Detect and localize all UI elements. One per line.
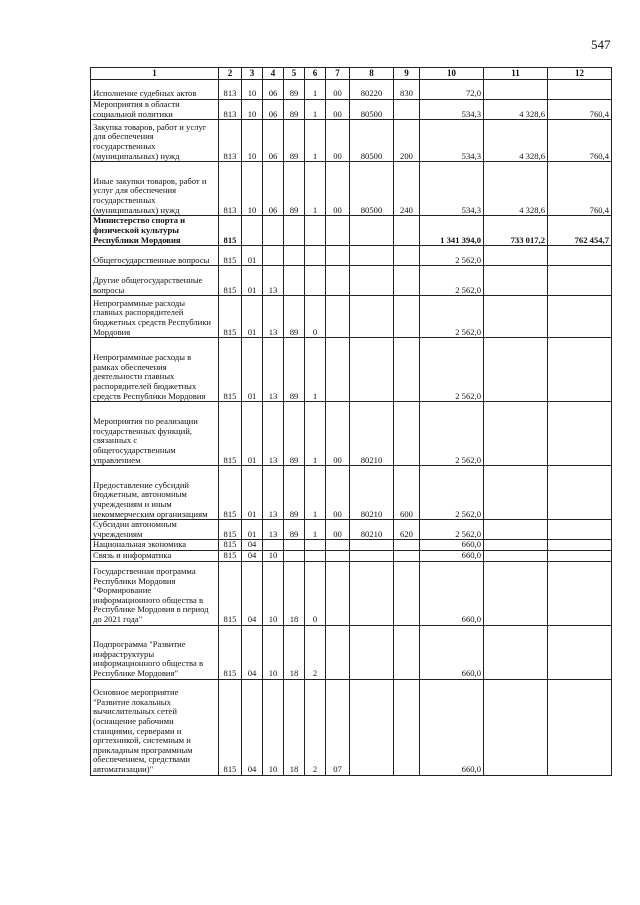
code-cell: 10 — [242, 162, 263, 216]
code-cell: 10 — [263, 550, 284, 561]
code-cell: 0 — [305, 296, 326, 338]
code-cell: 04 — [242, 625, 263, 679]
code-cell: 1 — [305, 120, 326, 162]
code-cell — [326, 561, 350, 625]
table-row — [91, 466, 612, 520]
code-cell: 815 — [219, 402, 242, 466]
code-cell: 813 — [219, 120, 242, 162]
row-label: Исполнение судебных актов — [91, 80, 219, 100]
code-cell: 815 — [219, 246, 242, 266]
code-cell: 1 — [305, 466, 326, 520]
amount-cell — [484, 540, 548, 551]
code-cell — [350, 679, 394, 775]
amount-cell: 534,3 — [420, 100, 484, 120]
row-label: Мероприятия в области социальной политики — [91, 100, 219, 120]
code-cell: 01 — [242, 246, 263, 266]
amount-cell: 2 562,0 — [420, 520, 484, 540]
row-label: Закупка товаров, работ и услуг для обеспечения государственных (муниципальных) нужд — [91, 120, 219, 162]
code-cell: 1 — [305, 338, 326, 402]
code-cell: 01 — [242, 402, 263, 466]
amount-cell: 2 562,0 — [420, 246, 484, 266]
col-header: 2 — [219, 68, 242, 80]
code-cell — [242, 216, 263, 246]
col-header: 10 — [420, 68, 484, 80]
col-header: 4 — [263, 68, 284, 80]
code-cell: 89 — [284, 120, 305, 162]
amount-cell — [484, 80, 548, 100]
code-cell: 01 — [242, 296, 263, 338]
table-row — [91, 162, 612, 216]
code-cell — [305, 266, 326, 296]
code-cell: 815 — [219, 561, 242, 625]
table-row — [91, 550, 612, 561]
code-cell: 89 — [284, 402, 305, 466]
amount-cell: 72,0 — [420, 80, 484, 100]
amount-cell — [548, 338, 612, 402]
code-cell: 10 — [242, 120, 263, 162]
amount-cell — [484, 625, 548, 679]
code-cell: 89 — [284, 338, 305, 402]
code-cell — [350, 550, 394, 561]
code-cell: 01 — [242, 520, 263, 540]
row-label: Предоставление субсидий бюджетным, автономным учреждениям и иным некоммерческим организациям — [91, 466, 219, 520]
table-row — [91, 120, 612, 162]
table-row — [91, 296, 612, 338]
code-cell — [326, 338, 350, 402]
code-cell: 1 — [305, 520, 326, 540]
row-label: Непрограммные расходы в рамках обеспечения деятельности главных распорядителей бюджетных средств Республики Мордовия — [91, 338, 219, 402]
code-cell: 04 — [242, 679, 263, 775]
code-cell — [263, 216, 284, 246]
code-cell: 00 — [326, 120, 350, 162]
amount-cell — [484, 402, 548, 466]
col-header: 5 — [284, 68, 305, 80]
amount-cell: 534,3 — [420, 120, 484, 162]
code-cell: 06 — [263, 120, 284, 162]
code-cell: 04 — [242, 561, 263, 625]
table-row — [91, 266, 612, 296]
code-cell: 813 — [219, 80, 242, 100]
table-row — [91, 561, 612, 625]
code-cell: 240 — [394, 162, 420, 216]
code-cell — [394, 625, 420, 679]
code-cell: 07 — [326, 679, 350, 775]
table-row — [91, 100, 612, 120]
code-cell: 18 — [284, 679, 305, 775]
col-header: 7 — [326, 68, 350, 80]
amount-cell — [484, 246, 548, 266]
table-row — [91, 246, 612, 266]
code-cell: 80220 — [350, 80, 394, 100]
amount-cell: 2 562,0 — [420, 466, 484, 520]
row-label: Министерство спорта и физической культуры Республики Мордовия — [91, 216, 219, 246]
amount-cell — [484, 466, 548, 520]
code-cell: 01 — [242, 266, 263, 296]
code-cell: 06 — [263, 80, 284, 100]
amount-cell: 660,0 — [420, 679, 484, 775]
table-row — [91, 80, 612, 100]
code-cell: 0 — [305, 561, 326, 625]
amount-cell: 2 562,0 — [420, 402, 484, 466]
code-cell — [263, 540, 284, 551]
amount-cell: 660,0 — [420, 625, 484, 679]
amount-cell: 660,0 — [420, 540, 484, 551]
code-cell: 815 — [219, 625, 242, 679]
amount-cell — [484, 561, 548, 625]
code-cell: 01 — [242, 338, 263, 402]
amount-cell — [548, 550, 612, 561]
code-cell: 200 — [394, 120, 420, 162]
row-label: Мероприятия по реализации государственных функций, связанных с общегосударственным управлением — [91, 402, 219, 466]
code-cell — [350, 266, 394, 296]
code-cell: 813 — [219, 100, 242, 120]
code-cell — [284, 540, 305, 551]
table-row — [91, 679, 612, 775]
amount-cell — [548, 402, 612, 466]
code-cell: 620 — [394, 520, 420, 540]
code-cell: 600 — [394, 466, 420, 520]
code-cell — [284, 216, 305, 246]
code-cell — [394, 402, 420, 466]
amount-cell — [548, 296, 612, 338]
code-cell: 00 — [326, 100, 350, 120]
code-cell: 815 — [219, 550, 242, 561]
row-label: Другие общегосударственные вопросы — [91, 266, 219, 296]
budget-table — [90, 67, 612, 776]
code-cell: 1 — [305, 100, 326, 120]
amount-cell: 2 562,0 — [420, 296, 484, 338]
code-cell — [326, 550, 350, 561]
code-cell: 2 — [305, 625, 326, 679]
amount-cell: 660,0 — [420, 561, 484, 625]
amount-cell: 1 341 394,0 — [420, 216, 484, 246]
code-cell: 80500 — [350, 100, 394, 120]
amount-cell — [548, 540, 612, 551]
code-cell: 815 — [219, 338, 242, 402]
code-cell: 1 — [305, 162, 326, 216]
code-cell — [263, 246, 284, 266]
code-cell: 06 — [263, 100, 284, 120]
row-label: Иные закупки товаров, работ и услуг для обеспечения государственных (муниципальных) нужд — [91, 162, 219, 216]
code-cell — [394, 216, 420, 246]
header-row — [91, 68, 612, 80]
code-cell: 10 — [263, 625, 284, 679]
code-cell — [394, 246, 420, 266]
code-cell — [394, 296, 420, 338]
code-cell — [394, 100, 420, 120]
amount-cell: 4 328,6 — [484, 162, 548, 216]
amount-cell — [548, 266, 612, 296]
code-cell — [350, 216, 394, 246]
code-cell — [326, 246, 350, 266]
code-cell — [326, 216, 350, 246]
code-cell — [394, 540, 420, 551]
amount-cell — [484, 679, 548, 775]
code-cell — [350, 625, 394, 679]
amount-cell — [548, 520, 612, 540]
col-header: 6 — [305, 68, 326, 80]
code-cell: 04 — [242, 550, 263, 561]
code-cell — [394, 338, 420, 402]
code-cell — [394, 266, 420, 296]
code-cell — [326, 266, 350, 296]
code-cell: 04 — [242, 540, 263, 551]
amount-cell — [548, 246, 612, 266]
code-cell: 815 — [219, 266, 242, 296]
code-cell: 89 — [284, 296, 305, 338]
code-cell: 00 — [326, 162, 350, 216]
amount-cell: 534,3 — [420, 162, 484, 216]
col-header: 8 — [350, 68, 394, 80]
amount-cell — [484, 296, 548, 338]
amount-cell: 660,0 — [420, 550, 484, 561]
code-cell — [326, 540, 350, 551]
code-cell: 89 — [284, 80, 305, 100]
code-cell — [326, 296, 350, 338]
code-cell: 18 — [284, 625, 305, 679]
row-label: Подпрограмма "Развитие инфраструктуры информационного общества в Республике Мордовия" — [91, 625, 219, 679]
code-cell: 80210 — [350, 520, 394, 540]
amount-cell: 4 328,6 — [484, 100, 548, 120]
code-cell: 1 — [305, 402, 326, 466]
code-cell: 815 — [219, 216, 242, 246]
code-cell: 00 — [326, 466, 350, 520]
row-label: Общегосударственные вопросы — [91, 246, 219, 266]
col-header: 9 — [394, 68, 420, 80]
row-label: Основное мероприятие "Развитие локальных вычислительных сетей (оснащение рабочими станциями, серверами и оргтехникой, системным и прикладным программным обеспечением, средствами автоматизации)" — [91, 679, 219, 775]
amount-cell — [548, 466, 612, 520]
code-cell: 815 — [219, 296, 242, 338]
amount-cell: 4 328,6 — [484, 120, 548, 162]
code-cell — [305, 550, 326, 561]
amount-cell — [484, 520, 548, 540]
code-cell: 13 — [263, 266, 284, 296]
code-cell: 10 — [263, 679, 284, 775]
row-label: Субсидии автономным учреждениям — [91, 520, 219, 540]
code-cell: 80210 — [350, 466, 394, 520]
table-row — [91, 216, 612, 246]
code-cell: 89 — [284, 162, 305, 216]
code-cell — [350, 296, 394, 338]
code-cell — [284, 550, 305, 561]
amount-cell: 760,4 — [548, 162, 612, 216]
row-label: Национальная экономика — [91, 540, 219, 551]
code-cell: 10 — [242, 80, 263, 100]
code-cell: 13 — [263, 520, 284, 540]
table-row — [91, 540, 612, 551]
code-cell — [305, 540, 326, 551]
code-cell: 00 — [326, 520, 350, 540]
code-cell — [305, 216, 326, 246]
code-cell: 10 — [263, 561, 284, 625]
col-header: 11 — [484, 68, 548, 80]
table-row — [91, 625, 612, 679]
code-cell — [350, 561, 394, 625]
code-cell: 80500 — [350, 120, 394, 162]
code-cell — [284, 246, 305, 266]
code-cell — [350, 338, 394, 402]
code-cell: 815 — [219, 540, 242, 551]
code-cell — [394, 561, 420, 625]
code-cell: 18 — [284, 561, 305, 625]
code-cell: 00 — [326, 402, 350, 466]
code-cell: 06 — [263, 162, 284, 216]
amount-cell — [484, 266, 548, 296]
amount-cell: 760,4 — [548, 100, 612, 120]
code-cell: 813 — [219, 162, 242, 216]
table-row — [91, 338, 612, 402]
code-cell — [394, 550, 420, 561]
code-cell: 815 — [219, 520, 242, 540]
page-number: 547 — [591, 37, 611, 52]
code-cell: 89 — [284, 520, 305, 540]
code-cell: 80210 — [350, 402, 394, 466]
row-label: Связь и информатика — [91, 550, 219, 561]
code-cell: 2 — [305, 679, 326, 775]
amount-cell: 760,4 — [548, 120, 612, 162]
amount-cell: 2 562,0 — [420, 338, 484, 402]
amount-cell — [548, 679, 612, 775]
code-cell — [394, 679, 420, 775]
code-cell: 13 — [263, 402, 284, 466]
code-cell: 00 — [326, 80, 350, 100]
row-label: Государственная программа Республики Мордовия "Формирование информационного общества в Республике Мордовия в период до 2021 года" — [91, 561, 219, 625]
code-cell: 13 — [263, 296, 284, 338]
code-cell: 13 — [263, 338, 284, 402]
code-cell — [326, 625, 350, 679]
code-cell — [350, 540, 394, 551]
code-cell: 01 — [242, 466, 263, 520]
code-cell — [284, 266, 305, 296]
col-header: 12 — [548, 68, 612, 80]
code-cell — [305, 246, 326, 266]
code-cell: 10 — [242, 100, 263, 120]
code-cell: 1 — [305, 80, 326, 100]
code-cell: 830 — [394, 80, 420, 100]
code-cell: 89 — [284, 100, 305, 120]
code-cell: 815 — [219, 466, 242, 520]
amount-cell: 762 454,7 — [548, 216, 612, 246]
table-row — [91, 520, 612, 540]
amount-cell: 733 017,2 — [484, 216, 548, 246]
code-cell: 815 — [219, 679, 242, 775]
code-cell: 89 — [284, 466, 305, 520]
code-cell: 80500 — [350, 162, 394, 216]
code-cell — [350, 246, 394, 266]
amount-cell — [484, 550, 548, 561]
amount-cell — [548, 625, 612, 679]
amount-cell: 2 562,0 — [420, 266, 484, 296]
row-label: Непрограммные расходы главных распорядителей бюджетных средств Республики Мордовия — [91, 296, 219, 338]
amount-cell — [484, 338, 548, 402]
col-header: 3 — [242, 68, 263, 80]
amount-cell — [548, 80, 612, 100]
amount-cell — [548, 561, 612, 625]
table-row — [91, 402, 612, 466]
col-header: 1 — [91, 68, 219, 80]
code-cell: 13 — [263, 466, 284, 520]
